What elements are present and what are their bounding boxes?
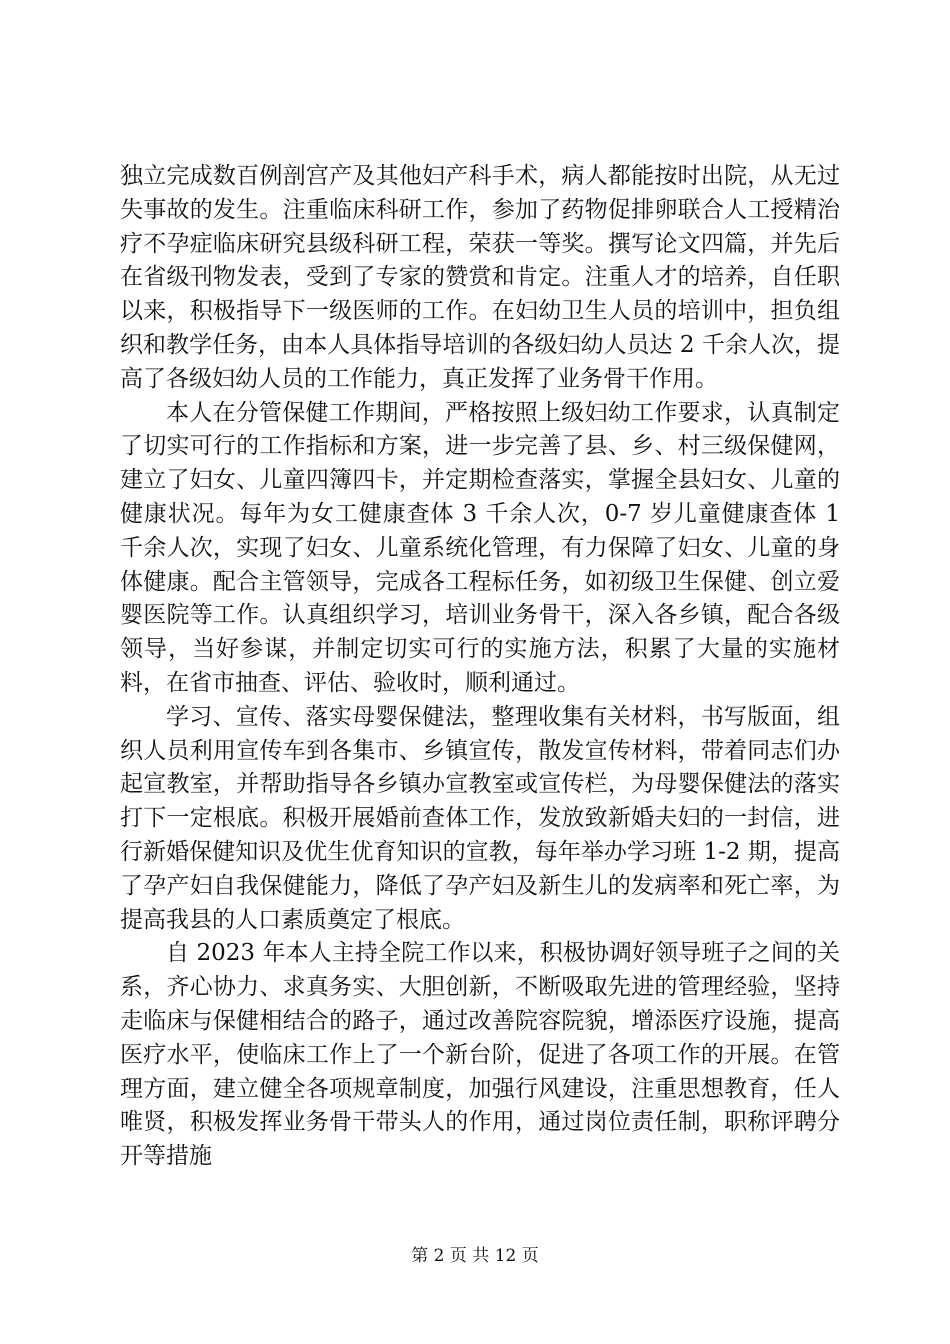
page-footer: 第 2 页 共 12 页 (411, 1246, 539, 1266)
document-body (120, 160, 840, 1174)
paragraph-maternal-law: 学习、宣传、落实母婴保健法，整理收集有关材料，书写版面，组织人员利用宣传车到各集市、乡镇宣传，散发宣传材料，带着同志们办起宣教室，并帮助指导各乡镇办宣教室或宣传栏，为母婴保健法的落实打下一定根底。积极开展婚前查体工作，发放致新婚夫妇的一封信，进行新婚保健知识及优生优育知识的宣教，每年举办学习班 1-2 期，提高了孕产妇自我保健能力，降低了孕产妇及新生儿的发病率和死亡率，为提高我县的人口素质奠定了根底。 (120, 703, 840, 933)
paragraph-hospital-management: 自 2023 年本人主持全院工作以来，积极协调好领导班子之间的关系，齐心协力、求真务实、大胆创新，不断吸取先进的管理经验，坚持走临床与保健相结合的路子，通过改善院容院貌，增添医疗设施，提高医疗水平，使临床工作上了一个新台阶，促进了各项工作的开展。在管理方面，建立健全各项规章制度，加强行风建设，注重思想教育，任人唯贤，积极发挥业务骨干带头人的作用，通过岗位责任制，职称评聘分开等措施 (120, 940, 840, 1170)
paragraph-health-care-work: 本人在分管保健工作期间，严格按照上级妇幼工作要求，认真制定了切实可行的工作指标和方案，进一步完善了县、乡、村三级保健网，建立了妇女、儿童四簿四卡，并定期检查落实，掌握全县妇女、儿童的健康状况。每年为女工健康查体 3 千余人次，0-7 岁儿童健康查体 1 千余人次，实现了妇女、儿童系统化管理，有力保障了妇女、儿童的身体健康。配合主管领导，完成各工程标任务，如初级卫生保健、创立爱婴医院等工作。认真组织学习，培训业务骨干，深入各乡镇，配合各级领导，当好参谋，并制定切实可行的实施方法，积累了大量的实施材料，在省市抽查、评估、验收时，顺利通过。 (120, 399, 840, 696)
paragraph-continued: 独立完成数百例剖宫产及其他妇产科手术，病人都能按时出院，从无过失事故的发生。注重临床科研工作，参加了药物促排卵联合人工授精治疗不孕症临床研究县级科研工程，荣获一等奖。撰写论文四篇，并先后在省级刊物发表，受到了专家的赞赏和肯定。注重人才的培养，自任职以来，积极指导下一级医师的工作。在妇幼卫生人员的培训中，担负组织和教学任务，由本人具体指导培训的各级妇幼人员达 2 千余人次，提高了各级妇幼人员的工作能力，真正发挥了业务骨干作用。 (120, 163, 840, 392)
